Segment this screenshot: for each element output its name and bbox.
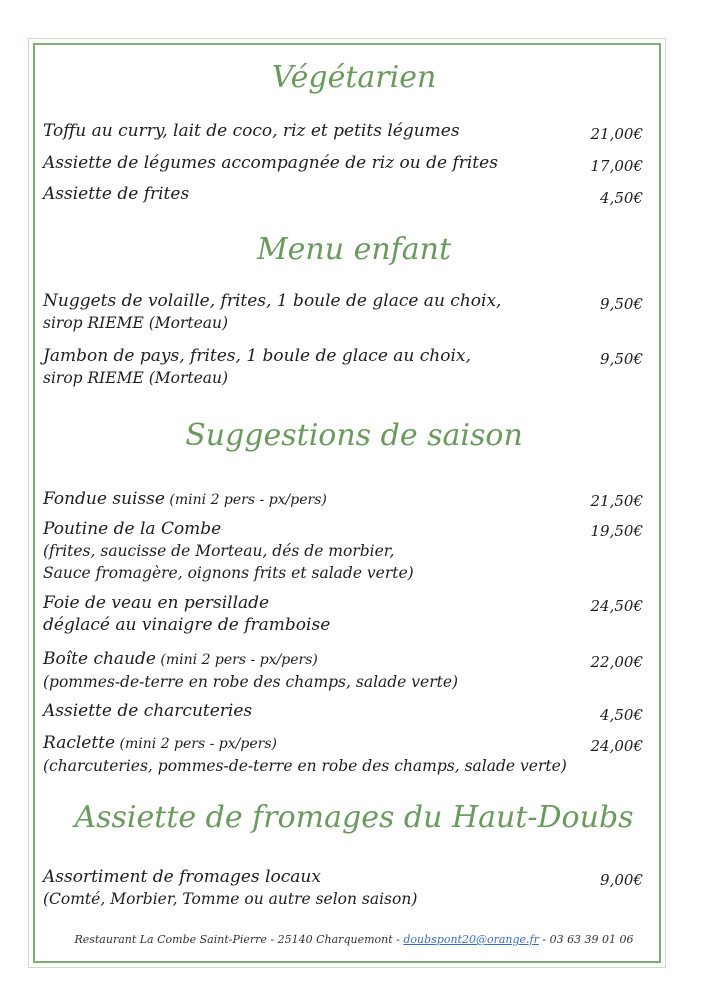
section-title-menu-enfant: Menu enfant (256, 232, 452, 267)
item-note: (mini 2 pers - px/pers) (115, 736, 277, 752)
footer-address: Restaurant La Combe Saint-Pierre - 25140 Charquemont - (74, 933, 404, 946)
menu-item (43, 488, 643, 511)
item-price: 4,50€ (600, 189, 643, 207)
menu-item (43, 290, 643, 334)
item-description: sirop RIEME (Morteau) (43, 314, 229, 332)
item-text: , frites, 1 boule de glace au choix, (209, 291, 502, 311)
item-name: Raclette (43, 733, 116, 753)
item-name: Assortiment de fromages locaux (43, 867, 321, 887)
item-description: (Comté, Morbier, Tomme ou autre selon saison) (43, 890, 418, 908)
menu-item (43, 700, 643, 722)
item-name: Assiette de frites (43, 184, 190, 204)
menu-item (43, 345, 643, 389)
item-price: 9,50€ (600, 295, 643, 313)
footer-phone: - 03 63 39 01 06 (538, 933, 634, 946)
item-description: sirop RIEME (Morteau) (43, 369, 229, 387)
item-name: Boîte chaude (43, 649, 156, 669)
item-name: Poutine de la Combe (43, 519, 222, 539)
item-price: 22,00€ (590, 653, 643, 671)
item-price: 17,00€ (590, 157, 643, 175)
menu-item (43, 592, 643, 636)
menu-item (43, 732, 643, 777)
item-description: (pommes-de-terre en robe des champs, salade verte) (43, 673, 459, 691)
item-name: Foie de veau en persillade (43, 593, 270, 613)
item-price: 19,50€ (590, 522, 643, 540)
footer-email-link[interactable]: doubspont20@orange.fr (403, 933, 539, 946)
menu-item (43, 183, 643, 205)
item-name: Nuggets de volaille (43, 291, 210, 311)
section-title-vegetarien: Végétarien (271, 60, 437, 95)
item-description: déglacé au vinaigre de framboise (43, 615, 331, 635)
menu-item (43, 866, 643, 910)
item-price: 24,50€ (590, 597, 643, 615)
item-note: (mini 2 pers - px/pers) (155, 652, 318, 668)
item-price: 9,50€ (600, 350, 643, 368)
item-name: Assiette de charcuteries (43, 701, 253, 721)
item-name: Assiette de légumes (43, 153, 216, 173)
item-price: 9,00€ (600, 871, 643, 889)
item-name: Jambon de pays (43, 346, 180, 366)
item-description: (frites, saucisse de Morteau, dés de morbier, (43, 542, 395, 560)
menu-item (43, 152, 643, 174)
item-price: 4,50€ (600, 706, 643, 724)
footer-contact (0, 933, 708, 946)
item-name: Fondue suisse (43, 489, 165, 509)
item-description: (charcuteries, pommes-de-terre en robe des champs, salade verte) (43, 757, 567, 775)
menu-item (43, 518, 643, 584)
item-text: accompagnée de riz ou de frites (215, 153, 498, 173)
item-price: 24,00€ (590, 737, 643, 755)
item-price: 21,50€ (590, 492, 643, 510)
menu-item (43, 120, 643, 142)
item-name: Toffu au curry (43, 121, 163, 141)
item-price: 21,00€ (590, 125, 643, 143)
item-note: (mini 2 pers - px/pers) (164, 492, 327, 508)
item-text: , lait de coco, riz et petits légumes (162, 121, 460, 141)
item-text: , frites, 1 boule de glace au choix, (179, 346, 471, 366)
section-title-fromages: Assiette de fromages du Haut-Doubs (74, 800, 634, 835)
menu-item (43, 648, 643, 693)
item-description: Sauce fromagère, oignons frits et salade verte) (43, 564, 414, 582)
section-title-suggestions: Suggestions de saison (185, 418, 523, 453)
